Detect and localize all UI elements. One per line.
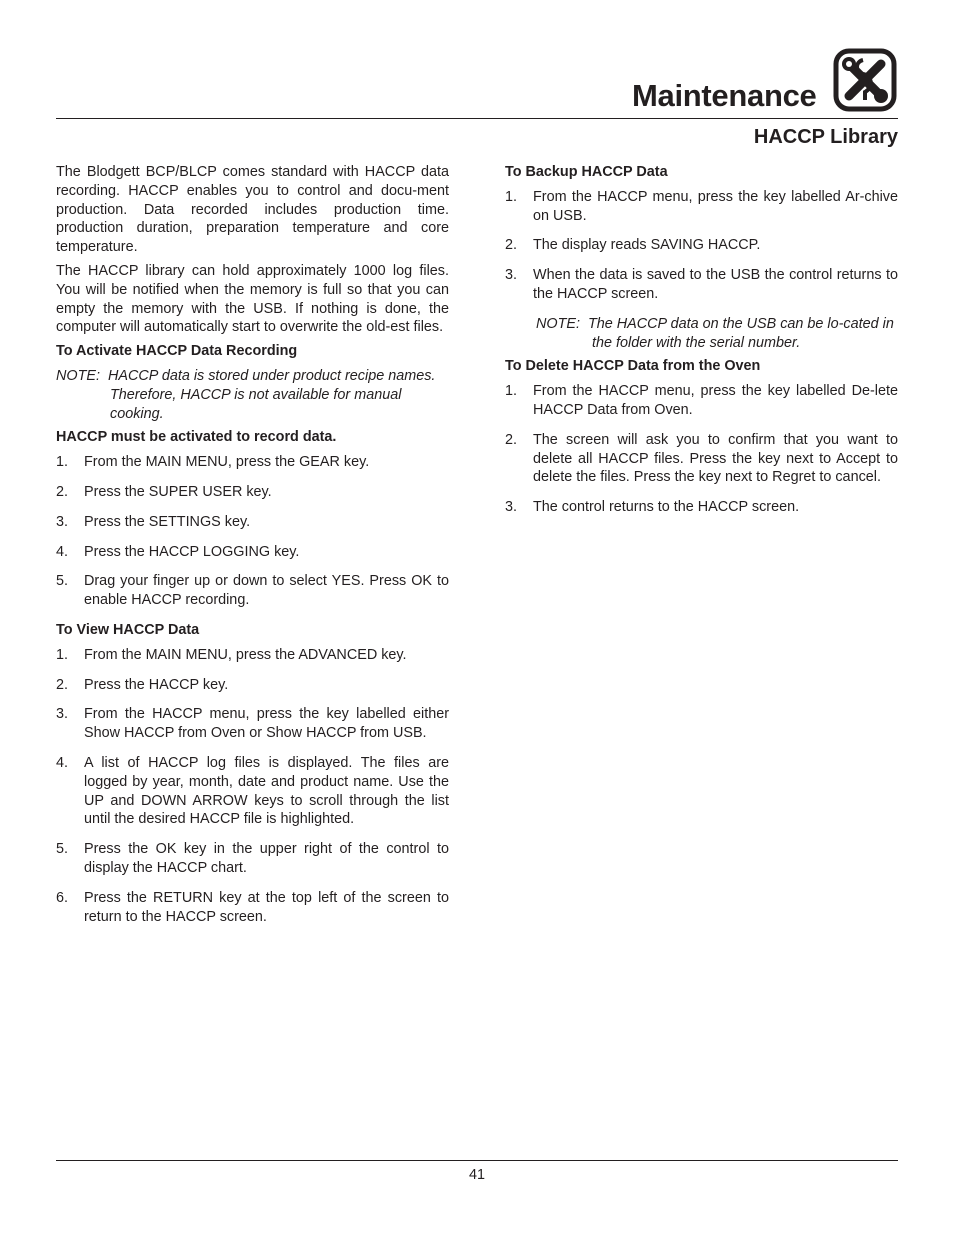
list-item xyxy=(505,382,898,420)
list-item xyxy=(505,266,898,304)
step-number: 3. xyxy=(505,499,518,516)
list-item xyxy=(56,889,449,927)
list-item xyxy=(56,483,449,502)
left-column xyxy=(56,163,449,937)
step-number: 2. xyxy=(56,676,69,693)
list-item xyxy=(56,543,449,562)
view-steps-list xyxy=(56,646,449,927)
step-number: 2. xyxy=(505,237,518,254)
right-column xyxy=(505,163,898,528)
delete-steps-list xyxy=(505,382,898,517)
list-item xyxy=(56,676,449,695)
step-text: Press the SETTINGS key. xyxy=(84,513,251,530)
list-item xyxy=(56,453,449,472)
step-text: From the HACCP menu, press the key labelled De-lete HACCP Data from Oven. xyxy=(533,383,898,418)
step-text: Press the HACCP key. xyxy=(84,676,229,693)
step-text: From the MAIN MENU, press the GEAR key. xyxy=(84,454,370,471)
note-label: NOTE: xyxy=(56,367,100,384)
step-number: 5. xyxy=(56,841,69,858)
delete-heading: To Delete HACCP Data from the Oven xyxy=(505,358,761,375)
note-text: The HACCP data on the USB can be lo-cated in the folder with the serial number. xyxy=(587,315,894,351)
activation-required-text: HACCP must be activated to record data. xyxy=(56,429,337,446)
intro-paragraph: The Blodgett BCP/BLCP comes standard with HACCP data recording. HACCP enables you to control and docu-ment production. Data recorded includes production time. production duration, preparation temperature and core temperature. xyxy=(56,164,449,256)
step-text: Drag your finger up or down to select YES. Press OK to enable HACCP recording. xyxy=(84,573,449,609)
list-item xyxy=(505,188,898,226)
section-title: HACCP Library xyxy=(753,126,898,148)
activate-heading: To Activate HACCP Data Recording xyxy=(56,343,298,360)
note xyxy=(536,315,898,353)
list-item xyxy=(505,431,898,487)
list-item xyxy=(56,572,449,610)
list-item xyxy=(56,513,449,532)
page-title: Maintenance xyxy=(632,78,817,113)
step-number: 6. xyxy=(56,889,69,906)
header-rule xyxy=(56,118,898,119)
intro-paragraph: The HACCP library can hold approximately 1000 log files. You will be notified when the memory is full so that you can empty the memory with the USB. If nothing is done, the computer will automatically start to overwrite the old-est files. xyxy=(56,262,449,336)
list-item xyxy=(505,236,898,255)
step-number: 1. xyxy=(505,383,518,400)
step-number: 4. xyxy=(56,754,69,771)
step-number: 1. xyxy=(56,646,69,663)
step-text: Press the HACCP LOGGING key. xyxy=(84,543,300,560)
page-number: 41 xyxy=(468,1167,485,1183)
step-text: The screen will ask you to confirm that you want to delete all HACCP files. Press the key next to Accept to delete the files. Press the key next to Regret to cancel. xyxy=(533,431,898,486)
list-item xyxy=(56,840,449,878)
footer-rule xyxy=(56,1160,898,1161)
step-number: 4. xyxy=(56,543,69,560)
step-text: The display reads SAVING HACCP. xyxy=(533,237,761,254)
list-item xyxy=(56,705,449,743)
step-text: The control returns to the HACCP screen. xyxy=(533,499,800,516)
step-number: 2. xyxy=(505,431,518,448)
backup-steps-list xyxy=(505,188,898,304)
step-number: 3. xyxy=(56,513,69,530)
step-number: 3. xyxy=(56,706,69,723)
list-item xyxy=(505,498,898,517)
step-text: A list of HACCP log files is displayed. The files are logged by year, month, date and product name. Use the UP and DOWN ARROW keys to scroll through the list until the desired HACCP file is highlighted. xyxy=(84,754,449,828)
step-number: 1. xyxy=(505,188,518,205)
list-item xyxy=(56,754,449,829)
step-text: From the MAIN MENU, press the ADVANCED key. xyxy=(84,646,407,663)
list-item xyxy=(56,646,449,665)
step-number: 2. xyxy=(56,483,69,500)
step-number: 1. xyxy=(56,454,69,471)
step-number: 3. xyxy=(505,267,518,284)
step-text: From the HACCP menu, press the key labelled either Show HACCP from Oven or Show HACCP from USB. xyxy=(84,706,449,742)
backup-heading: To Backup HACCP Data xyxy=(505,164,668,180)
view-heading: To View HACCP Data xyxy=(56,621,200,638)
step-text: Press the OK key in the upper right of the control to display the HACCP chart. xyxy=(84,841,449,876)
step-number: 5. xyxy=(56,573,69,590)
wrench-screwdriver-icon xyxy=(833,48,897,112)
step-text: Press the SUPER USER key. xyxy=(84,483,272,500)
step-text: Press the RETURN key at the top left of the screen to return to the HACCP screen. xyxy=(84,889,449,925)
note-text: HACCP data is stored under product recipe names. Therefore, HACCP is not available for manual cooking. xyxy=(107,367,436,422)
note-label: NOTE: xyxy=(536,315,580,332)
step-text: From the HACCP menu, press the key labelled Ar-chive on USB. xyxy=(533,188,898,224)
step-text: When the data is saved to the USB the control returns to the HACCP screen. xyxy=(533,267,898,302)
note xyxy=(56,367,449,423)
activate-steps-list xyxy=(56,453,449,610)
